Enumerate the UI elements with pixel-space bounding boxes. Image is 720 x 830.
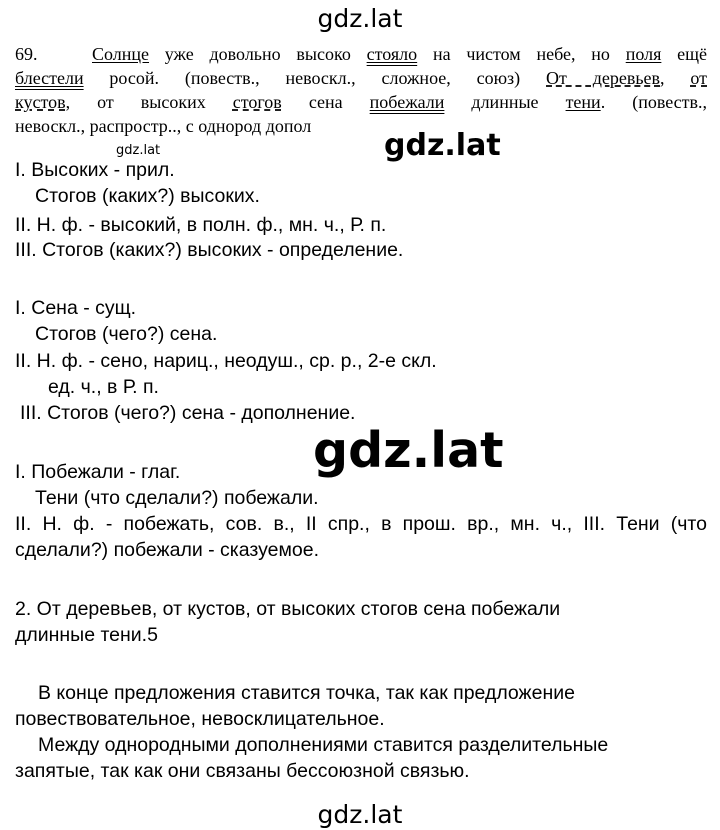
header-text: ещё xyxy=(661,44,707,64)
section2-line-1: 2. От деревьев, от кустов, от высоких стогов сена побежали xyxy=(15,598,561,620)
block3-line-4: сделали?) побежали - сказуемое. xyxy=(15,539,319,561)
word-stogov: стогов xyxy=(232,92,282,112)
watermark-mid: gdz.lat xyxy=(384,128,501,163)
exercise-number: 69. xyxy=(15,44,38,64)
block1-line-1: I. Высоких - прил. xyxy=(15,159,175,181)
watermark-big: gdz.lat xyxy=(313,422,504,479)
word-ot: от xyxy=(690,68,708,88)
block1-line-3: II. Н. ф. - высокий, в полн. ф., мн. ч., Р. п. xyxy=(15,214,387,236)
explanation-line-3: Между однородными дополнениями ставится разделительные xyxy=(38,734,609,756)
header-line-1 xyxy=(92,42,707,66)
explanation-line-4: запятые, так как они связаны бессоюзной связью. xyxy=(15,760,470,782)
block2-line-5: III. Стогов (чего?) сена - дополнение. xyxy=(20,402,356,424)
block2-line-1: I. Сена - сущ. xyxy=(15,297,137,319)
header-text: высоких xyxy=(113,92,233,112)
header-line-4: невоскл., распростр.., с однород допол xyxy=(15,116,312,136)
word-ot-derevyev: От деревьев xyxy=(546,68,661,88)
block1-line-4: III. Стогов (каких?) высоких - определение. xyxy=(15,239,404,261)
header-text: , xyxy=(65,92,98,112)
watermark-top: gdz.lat xyxy=(317,4,403,33)
block3-line-1: I. Побежали - глаг. xyxy=(15,461,181,483)
word-teni: тени xyxy=(565,92,601,112)
block2-line-3: II. Н. ф. - сено, нариц., неодуш., ср. р., 2-е скл. xyxy=(15,350,437,372)
word-blesteli: блестели xyxy=(15,68,84,88)
word-kustov: кустов xyxy=(15,92,66,112)
header-text: сена xyxy=(281,92,370,112)
word-pobezhali: побежали xyxy=(369,92,445,112)
watermark-bottom: gdz.lat xyxy=(317,800,403,829)
block1-line-2: Стогов (каких?) высоких. xyxy=(35,185,260,207)
header-text: . (повеств., xyxy=(600,92,708,112)
explanation-line-2: повествовательное, невосклицательное. xyxy=(15,708,385,730)
word-solntse: Солнце xyxy=(92,44,150,64)
block2-line-4: ед. ч., в Р. п. xyxy=(48,376,159,398)
word-polya: поля xyxy=(625,44,662,64)
block3-line-2: Тени (что сделали?) побежали. xyxy=(35,487,319,509)
block2-line-2: Стогов (чего?) сена. xyxy=(35,323,218,345)
header-text: длинные xyxy=(444,92,566,112)
header-text: росой. (повеств., невоскл., сложное, союз) xyxy=(83,68,546,88)
watermark-small: gdz.lat xyxy=(116,143,161,158)
header-line-2 xyxy=(15,66,707,90)
explanation-line-1: В конце предложения ставится точка, так как предложение xyxy=(38,682,575,704)
header-text: уже довольно высоко xyxy=(149,44,367,64)
header-text: от xyxy=(97,92,114,112)
header-text: , xyxy=(660,68,691,88)
block3-line-3: II. Н. ф. - побежать, сов. в., II спр., в прош. вр., мн. ч., III. Тени (что xyxy=(15,513,707,535)
word-stoyalo: стояло xyxy=(366,44,418,64)
header-line-3 xyxy=(15,90,707,114)
section2-line-2: длинные тени.5 xyxy=(15,624,158,646)
header-text: на чистом небе, но xyxy=(417,44,626,64)
